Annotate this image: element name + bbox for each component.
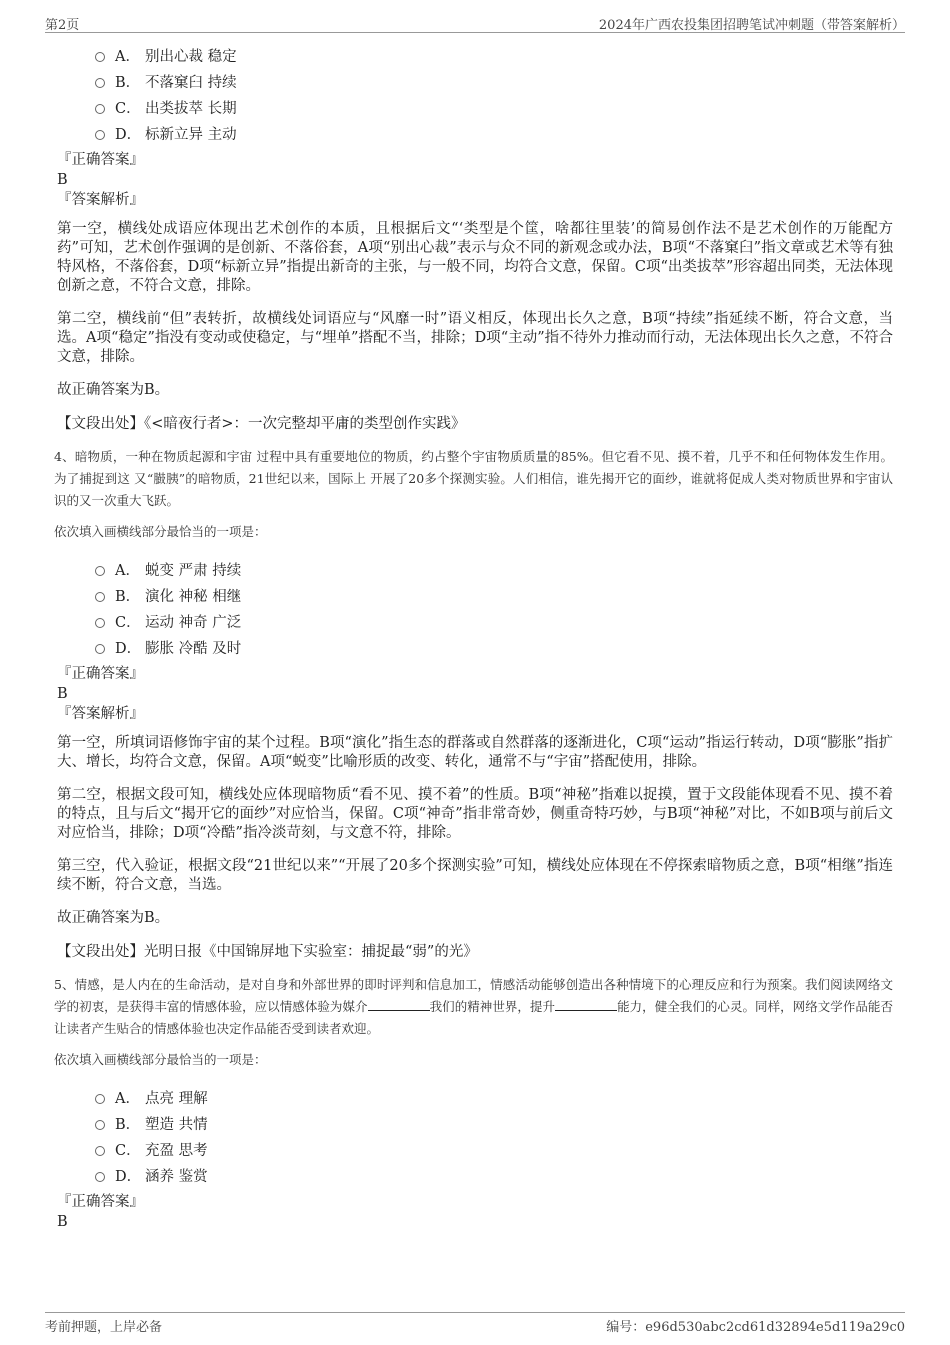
- analysis-conclusion: 故正确答案为B。: [57, 910, 170, 926]
- option-b[interactable]: B． 不落窠臼 持续: [95, 70, 893, 96]
- page-content: [54, 44, 893, 1232]
- question-instruction: 依次填入画横线部分最恰当的一项是：: [54, 1052, 267, 1067]
- option-a[interactable]: A． 点亮 理解: [95, 1086, 893, 1112]
- radio-icon[interactable]: [95, 104, 105, 114]
- q4-options: [95, 558, 893, 662]
- option-d[interactable]: D． 涵养 鉴赏: [95, 1164, 893, 1190]
- analysis-paragraph: 第一空，横线处成语应体现出艺术创作的本质，且根据后文“‘类型是个筐，啥都往里装’的简易创作法不是艺术创作的万能配方药”可知，艺术创作强调的是创新、不落俗套，A项“别出心裁”表示与众不同的新观念或办法，B项“不落窠臼”指文章或艺术等有独特风格，不落俗套，D项“标新立异”指提出新奇的主张，与一般不同，均符合文意，保留。C项“出类拔萃”形容超出同类，无法体现创新之意，不符合文意，排除。: [57, 221, 893, 294]
- q3-options: [95, 44, 893, 148]
- source-citation: 【文段出处】光明日报《中国锦屏地下实验室：捕捉最“弱”的光》: [57, 944, 478, 960]
- option-d[interactable]: D． 膨胀 冷酷 及时: [95, 636, 893, 662]
- radio-icon[interactable]: [95, 130, 105, 140]
- option-c[interactable]: C． 运动 神奇 广泛: [95, 610, 893, 636]
- radio-icon[interactable]: [95, 644, 105, 654]
- page-footer: [45, 1312, 905, 1335]
- analysis-paragraph: 第三空，代入验证，根据文段“21世纪以来”“开展了20多个探测实验”可知，横线处应体现在不停探索暗物质之意，B项“相继”指连续不断，符合文意，当选。: [57, 858, 893, 893]
- analysis-paragraph: 第一空，所填词语修饰宇宙的某个过程。B项“演化”指生态的群落或自然群落的逐渐进化，C项“运动”指运行转动，D项“膨胀”指扩大、增长，均符合文意，保留。A项“蜕变”比喻形质的改变、转化，通常不与“宇宙”搭配使用，排除。: [57, 735, 893, 770]
- option-c[interactable]: C． 充盈 思考: [95, 1138, 893, 1164]
- q5-options: [95, 1086, 893, 1190]
- footer-slogan: 考前押题，上岸必备: [45, 1320, 163, 1335]
- correct-answer-value: B: [57, 686, 68, 702]
- option-b[interactable]: B． 塑造 共情: [95, 1112, 893, 1138]
- option-a[interactable]: A． 蜕变 严肃 持续: [95, 558, 893, 584]
- analysis-label: 『答案解析』: [57, 706, 144, 722]
- document-code: 编号：e96d530abc2cd61d32894e5d119a29c0: [606, 1320, 905, 1335]
- option-c[interactable]: C． 出类拔萃 长期: [95, 96, 893, 122]
- option-a[interactable]: A． 别出心裁 稳定: [95, 44, 893, 70]
- radio-icon[interactable]: [95, 592, 105, 602]
- radio-icon[interactable]: [95, 618, 105, 628]
- radio-icon[interactable]: [95, 1146, 105, 1156]
- page-number: 第2页: [45, 18, 80, 33]
- radio-icon[interactable]: [95, 1172, 105, 1182]
- question-text: 4、暗物质，一种在物质起源和宇宙 过程中具有重要地位的物质，约占整个宇宙物质质量的85%。但它看不见、摸不着，几乎不和任何物体发生作用。为了捕捉到这 又“臌胰”的暗物质，21世纪以来，国际上 开展了20多个探测实验。人们相信，谁先揭开它的面纱，谁就将促成人类对物质世界和宇宙认识的又一次重大飞跃。: [54, 449, 893, 508]
- source-citation: 【文段出处】《<暗夜行者>：一次完整却平庸的类型创作实践》: [57, 416, 466, 432]
- radio-icon[interactable]: [95, 78, 105, 88]
- correct-answer-label: 『正确答案』: [57, 666, 144, 682]
- correct-answer-label: 『正确答案』: [57, 1194, 144, 1210]
- analysis-paragraph: 第二空，根据文段可知，横线处应体现暗物质“看不见、摸不着”的性质。B项“神秘”指难以捉摸，置于文段能体现看不见、摸不着的特点，且与后文“揭开它的面纱”对应恰当，保留。C项“神奇”指非常奇妙，侧重奇特巧妙，与B项“神秘”对比，不如B项与前后文对应恰当，排除；D项“冷酷”指冷淡苛刻，与文意不符，排除。: [57, 787, 893, 841]
- fill-blank: [368, 998, 430, 1011]
- analysis-conclusion: 故正确答案为B。: [57, 382, 170, 398]
- radio-icon[interactable]: [95, 1120, 105, 1130]
- page-header: [45, 12, 905, 33]
- radio-icon[interactable]: [95, 52, 105, 62]
- fill-blank: [555, 998, 617, 1011]
- question-instruction: 依次填入画横线部分最恰当的一项是：: [54, 524, 267, 539]
- correct-answer-label: 『正确答案』: [57, 152, 144, 168]
- question-text: 5、情感，是人内在的生命活动，是对自身和外部世界的即时评判和信息加工，情感活动能够创造出各种情境下的心理反应和行为预案。我们阅读网络文学的初衷，是获得丰富的情感体验，应以情感体验为媒介 我们的精神世界，提升 能力，健全我们的心灵。同样，网络文学作品能否让读者产生贴合的情感体验也决定作品能否受到读者欢迎。: [54, 977, 893, 1036]
- document-title: 2024年广西农投集团招聘笔试冲刺题（带答案解析）: [598, 18, 905, 33]
- analysis-label: 『答案解析』: [57, 192, 144, 208]
- option-b[interactable]: B． 演化 神秘 相继: [95, 584, 893, 610]
- correct-answer-value: B: [57, 1214, 68, 1230]
- radio-icon[interactable]: [95, 566, 105, 576]
- radio-icon[interactable]: [95, 1094, 105, 1104]
- option-d[interactable]: D． 标新立异 主动: [95, 122, 893, 148]
- analysis-paragraph: 第二空，横线前“但”表转折，故横线处词语应与“风靡一时”语义相反，体现出长久之意，B项“持续”指延续不断，符合文意，当选。A项“稳定”指没有变动或使稳定，与“埋单”搭配不当，排除；D项“主动”指不待外力推动而行动，无法体现出长久之意，不符合文意，排除。: [57, 311, 893, 365]
- correct-answer-value: B: [57, 172, 68, 188]
